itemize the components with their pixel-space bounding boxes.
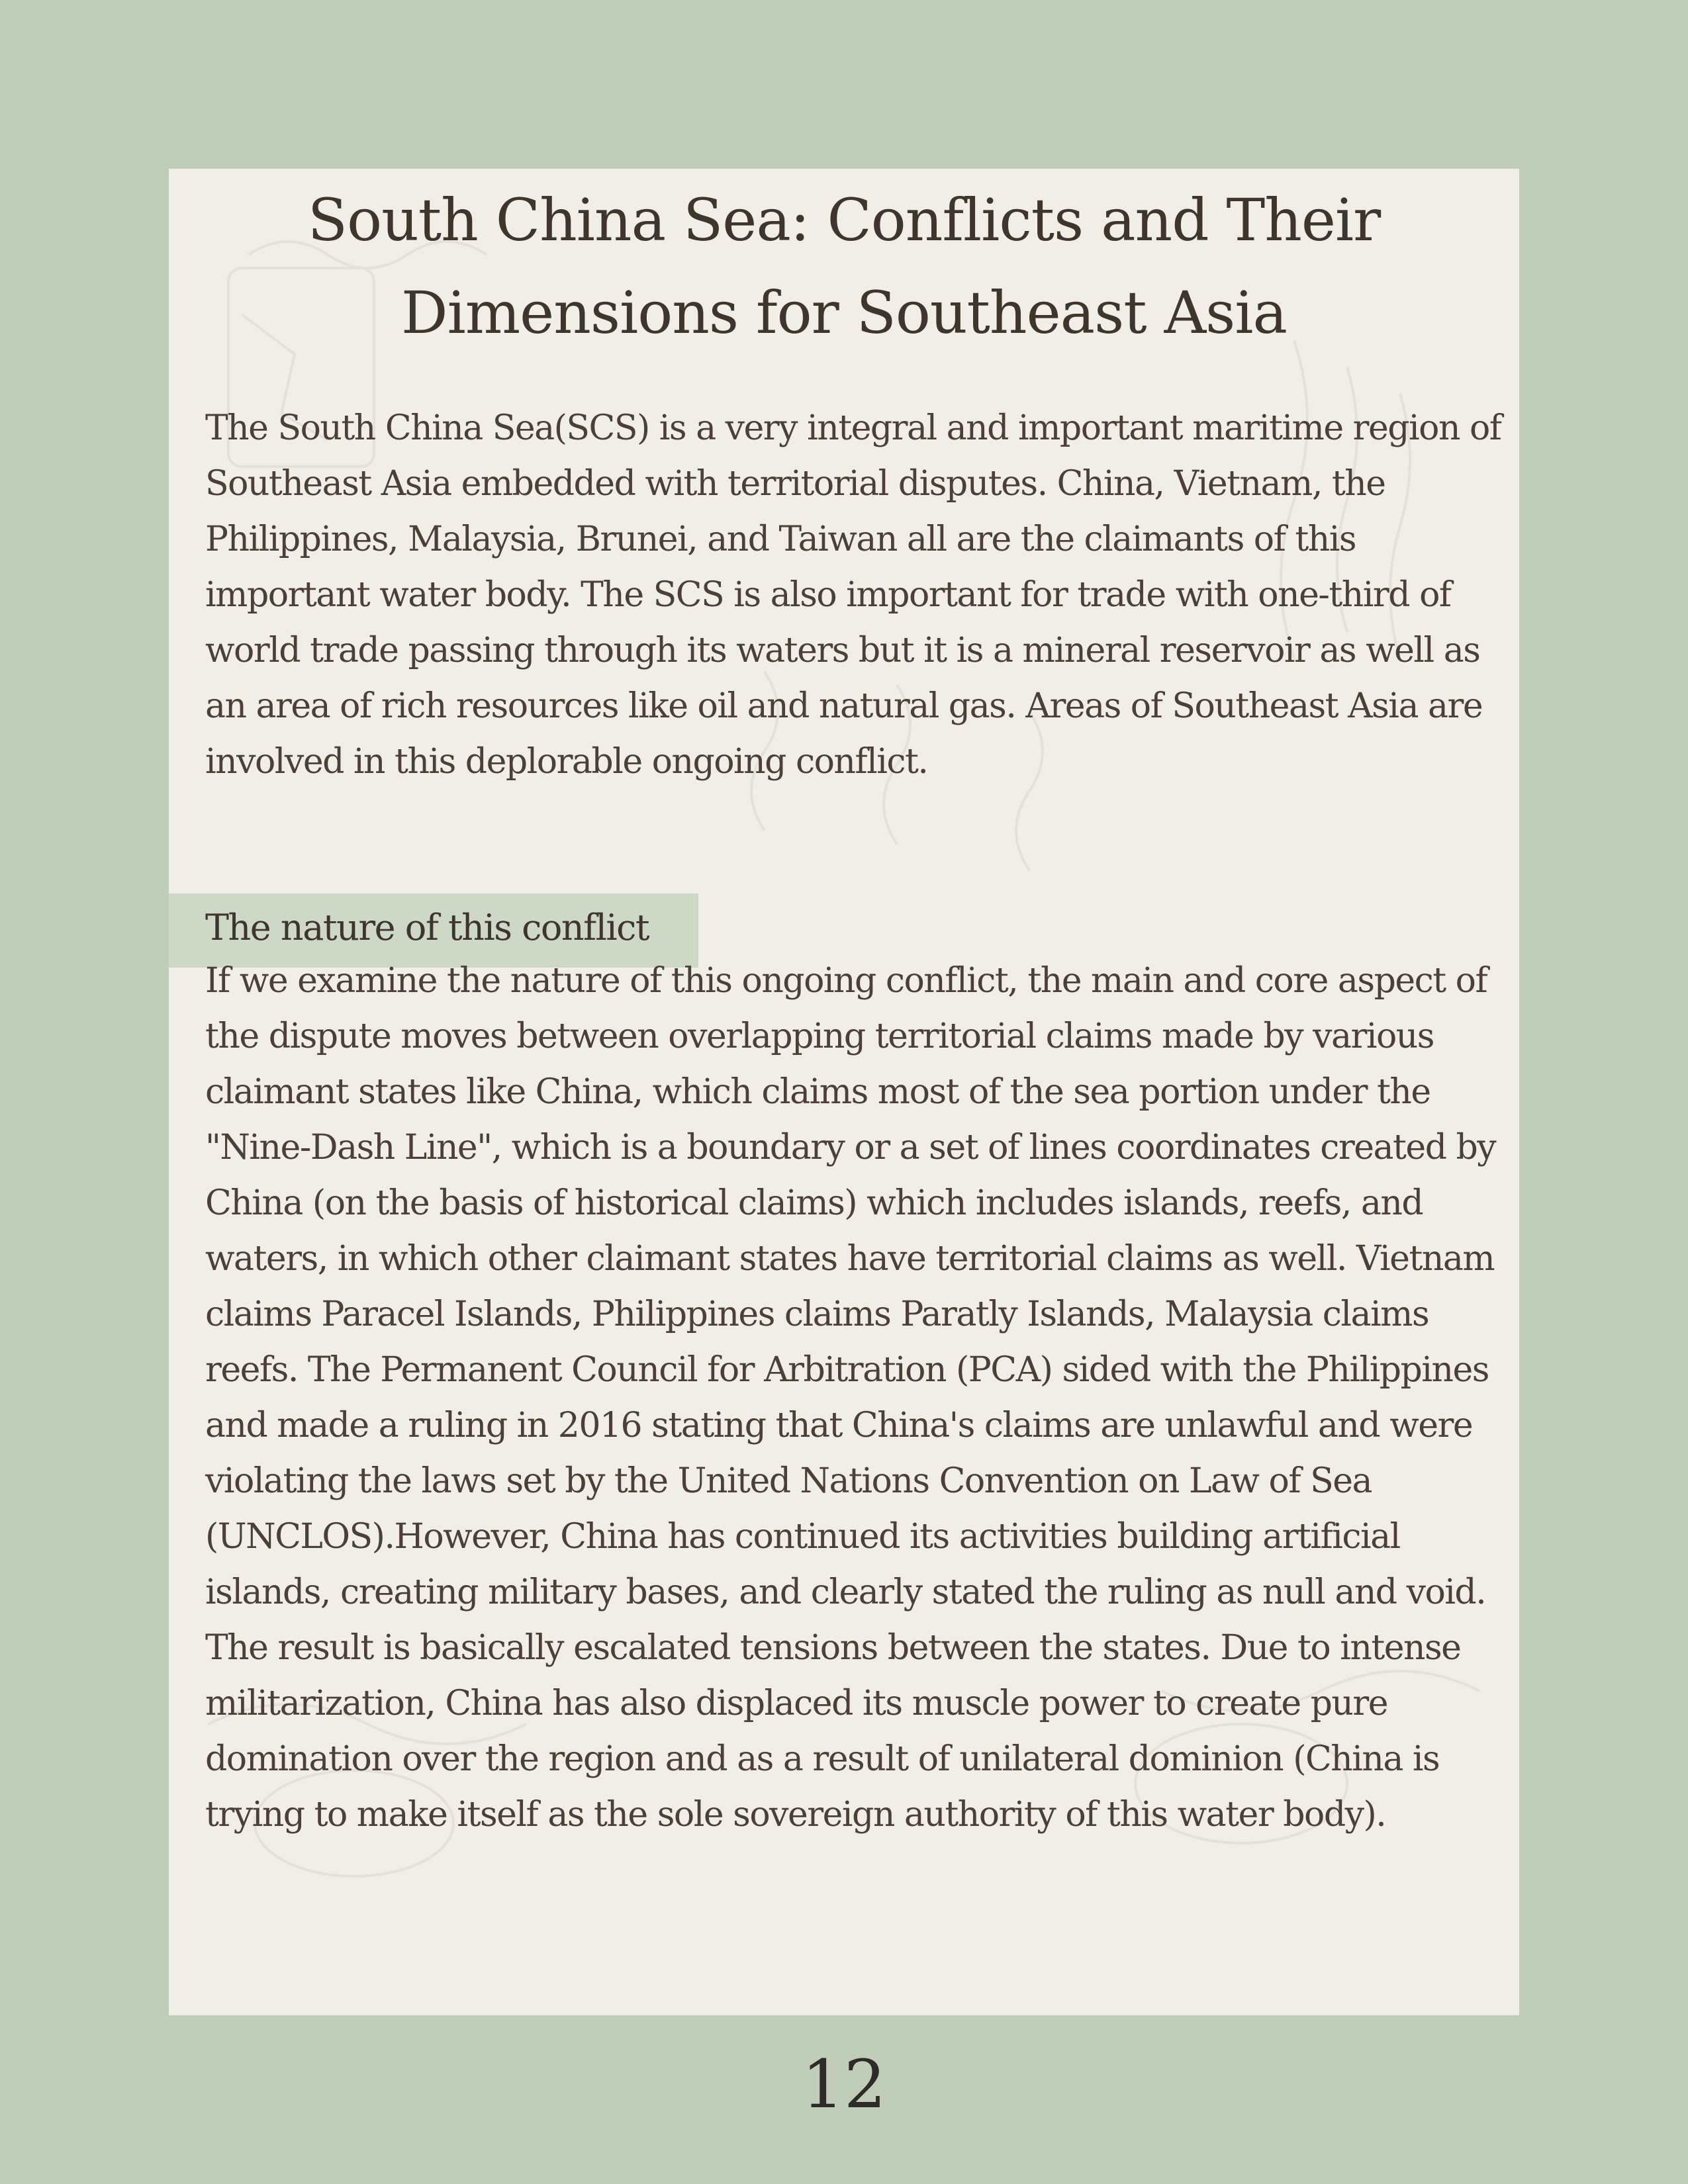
section-paragraph: If we examine the nature of this ongoing conflict, the main and core aspect of the dispute moves between overlapping territorial claims made by various claimant states like China, which claims most of the sea portion under the "Nine-Dash Line", which is a boundary or a set of lines coordinates created by China (on the basis of historical claims) which includes islands, reefs, and waters, in which other claimant states have territorial claims as well. Vietnam claims Paracel Islands, Philippines claims Paratly Islands, Malaysia claims reefs. The Permanent Council for Arbitration (PCA) sided with the Philippines and made a ruling in 2016 stating that China's claims are unlawful and were violating the laws set by the United Nations Convention on Law of Sea (UNCLOS).However, China has continued its activities building artificial islands, creating military bases, and clearly stated the ruling as null and void. The result is basically escalated tensions between the states. Due to intense militarization, China has also displaced its muscle power to create pure domination over the region and as a result of unilateral dominion (China is trying to make itself as the sole sovereign authority of this water body). [205,961,1496,1835]
intro-paragraph: The South China Sea(SCS) is a very integral and important maritime region of Southeast Asia embedded with territorial disputes. China, Vietnam, the Philippines, Malaysia, Brunei, and Taiwan all are the claimants of this important water body. The SCS is also important for trade with one-third of world trade passing through its waters but it is a mineral reservoir as well as an area of rich resources like oil and natural gas. Areas of Southeast Asia are involved in this deplorable ongoing conflict. [205,408,1501,782]
page-title [169,174,1519,359]
title-line-1: South China Sea: Conflicts and Their [307,186,1381,254]
section-heading: The nature of this conflict [205,907,649,948]
article-card [169,169,1519,2015]
page-number: 12 [802,2046,886,2123]
title-line-2: Dimensions for Southeast Asia [401,279,1287,347]
